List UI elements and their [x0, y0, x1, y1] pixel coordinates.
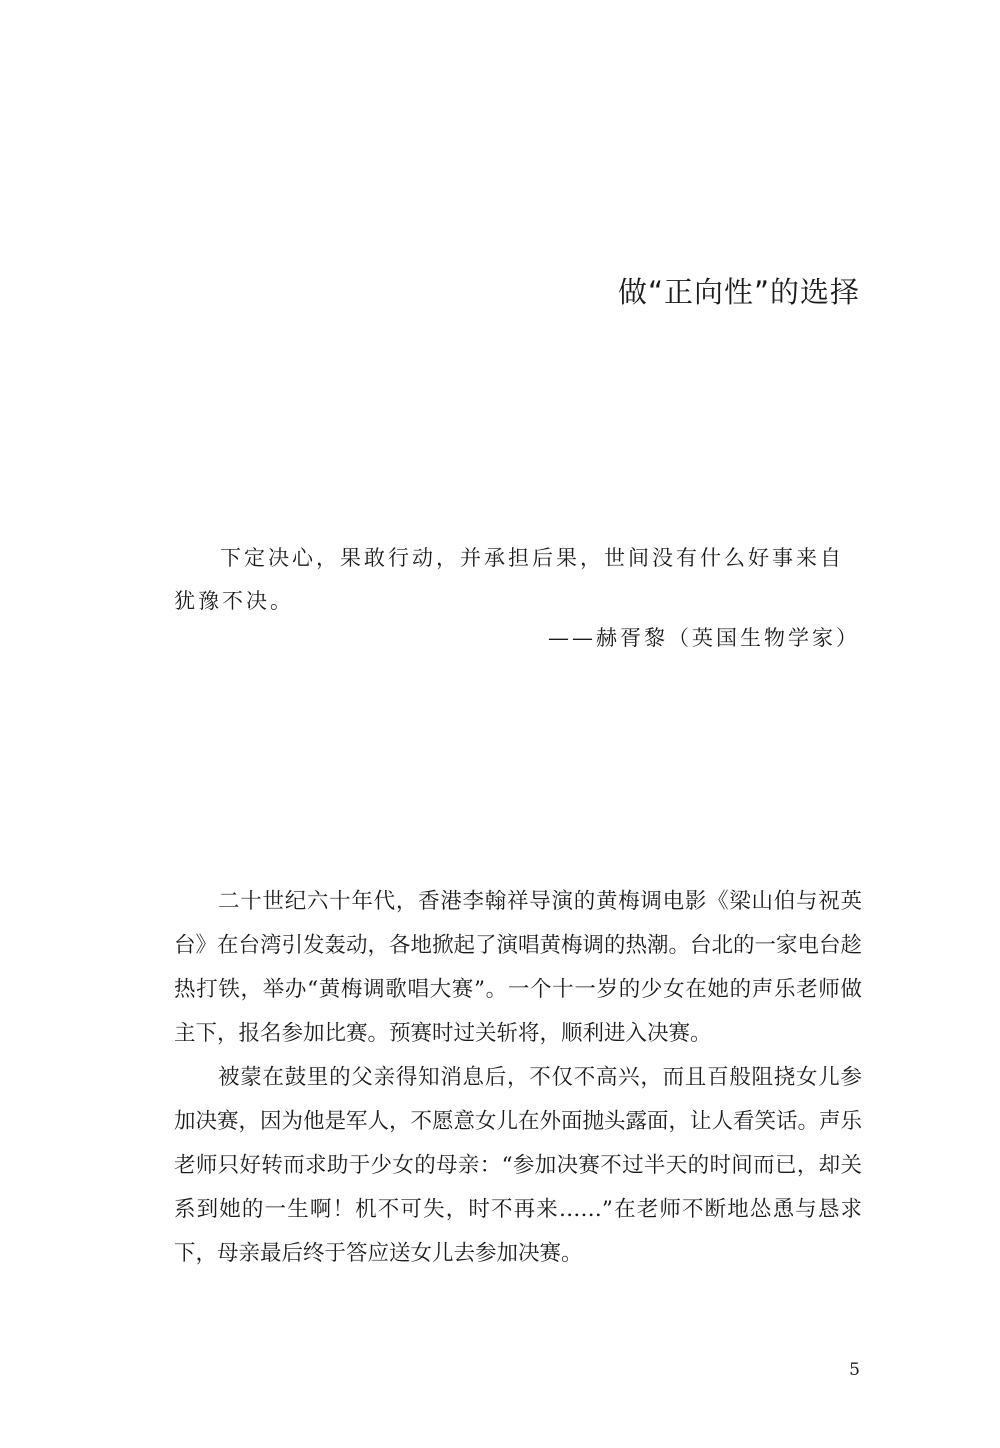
body-text [174, 880, 862, 1276]
paragraph-2: 被蒙在鼓里的父亲得知消息后，不仅不高兴，而且百般阻挠女儿参加决赛，因为他是军人，不愿意女儿在外面抛头露面，让人看笑话。声乐老师只好转而求助于少女的母亲：“参加决赛不过半天的时间而已，却关系到她的一生啊！机不可失，时不再来……”在老师不断地怂恿与恳求下，母亲最后终于答应送女儿去参加决赛。 [174, 1065, 863, 1266]
paragraph-1: 二十世纪六十年代，香港李翰祥导演的黄梅调电影《梁山伯与祝英台》在台湾引发轰动，各地掀起了演唱黄梅调的热潮。台北的一家电台趁热打铁，举办“黄梅调歌唱大赛”。一个十一岁的少女在她的声乐老师做主下，报名参加比赛。预赛时过关斩将，顺利进入决赛。 [174, 889, 863, 1046]
page-number: 5 [849, 1360, 860, 1380]
epigraph-attribution: ——赫胥黎（英国生物学家） [548, 626, 860, 650]
chapter-title: 做“正向性”的选择 [617, 275, 860, 309]
epigraph-quote: 下定决心，果敢行动，并承担后果，世间没有什么好事来自犹豫不决。 [174, 546, 844, 613]
